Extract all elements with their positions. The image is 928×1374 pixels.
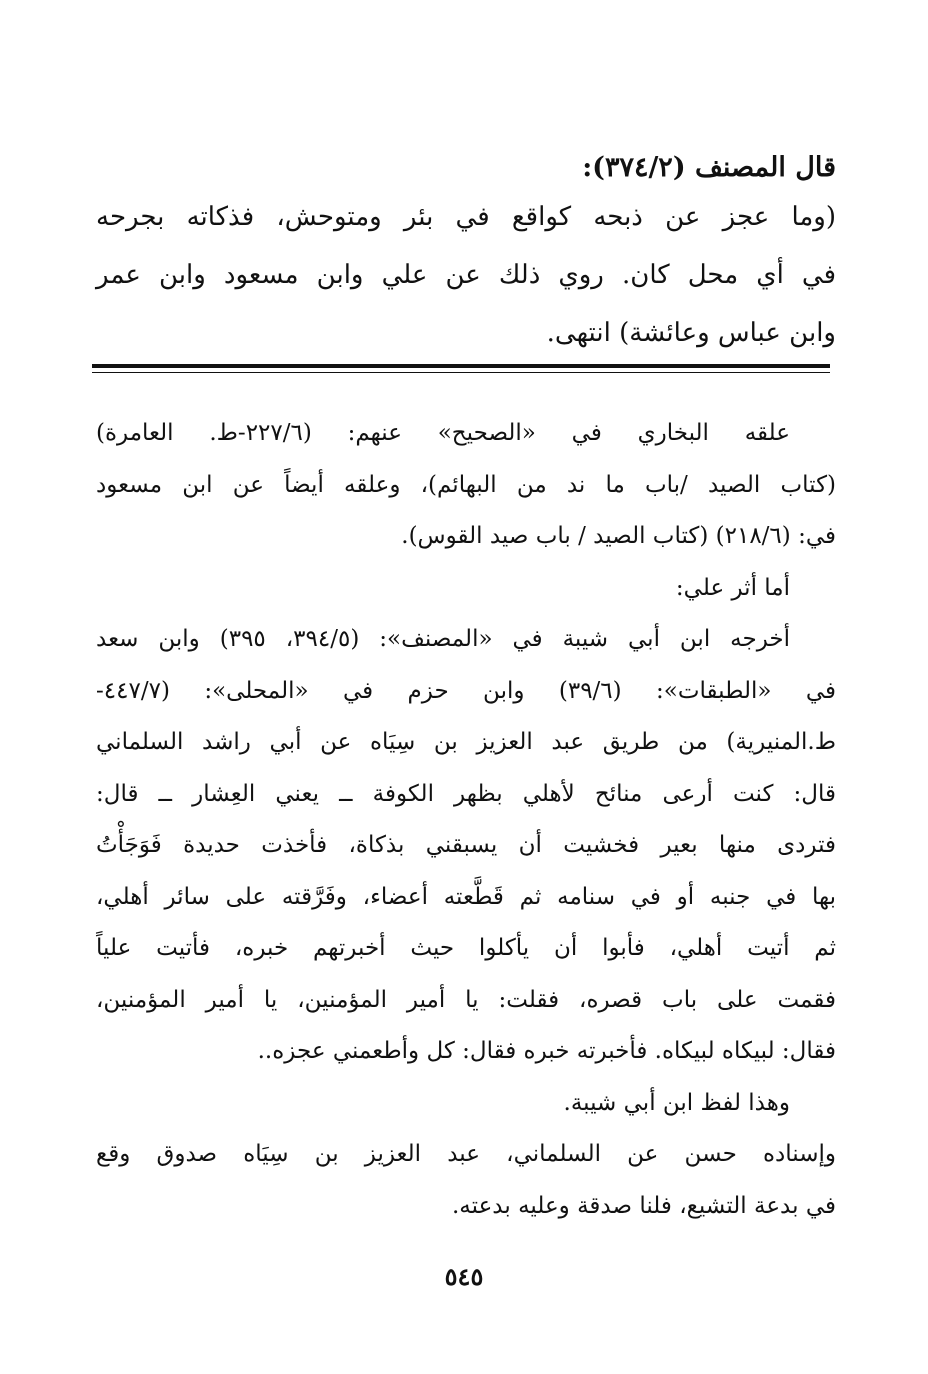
- commentary-line: فقال: لبيكاه لبيكاه. فأخبرته خبره فقال: كل وأطعمني عجزه..: [257, 1038, 836, 1064]
- footnote-separator-thin: [92, 372, 830, 373]
- quoted-text: [96, 188, 836, 362]
- commentary-line: وإسناده حسن عن السلماني، عبد العزيز بن سِيَاه صدوق وقع: [96, 1141, 836, 1167]
- commentary-line: بها في جنبه أو في سنامه ثم قَطَّعته أعضاء، وفَرَّقته على سائر أهلي،: [96, 883, 836, 910]
- commentary-line: في: (٢١٨/٦) (كتاب الصيد / باب صيد القوس).: [401, 523, 836, 549]
- commentary-line: في «الطبقات»: (٣٩/٦) وابن حزم في «المحلى»: (٤٤٧/٧-: [96, 677, 836, 704]
- commentary-line: ثم أتيت أهلي، فأبوا أن يأكلوا حيث أخبرتهم خبره، فأتيت علياً: [96, 935, 836, 961]
- quote-line: وابن عباس وعائشة) انتهى.: [546, 318, 836, 348]
- commentary-subheading: أما أثر علي:: [675, 574, 790, 601]
- footnote-separator-thick: [92, 364, 830, 368]
- quote-line: في أي محل كان. روي ذلك عن علي وابن مسعود وابن عمر: [96, 260, 836, 290]
- section-heading: قال المصنف (٣٧٤/٢):: [582, 152, 836, 183]
- commentary-line: علقه البخاري في «الصحيح» عنهم: (٢٢٧/٦-ط. العامرة): [96, 420, 790, 446]
- commentary-text: [96, 408, 836, 1232]
- quote-line: (وما عجز عن ذبحه كواقع في بئر ومتوحش، فذكاته بجرحه: [96, 202, 836, 232]
- page-number: ٥٤٥: [444, 1262, 484, 1291]
- commentary-line: (كتاب الصيد /باب ما ند من البهائم)، وعلقه أيضاً عن ابن مسعود: [96, 471, 836, 498]
- commentary-line: ط.المنيرية) من طريق عبد العزيز بن سِيَاه عن أبي راشد السلماني: [96, 729, 836, 755]
- commentary-line: أخرجه ابن أبي شيبة في «المصنف»: (٣٩٤/٥، ٣٩٥) وابن سعد: [96, 626, 790, 652]
- commentary-line: قال: كنت أرعى منائح لأهلي بظهر الكوفة ــ يعني العِشار ــ قال:: [96, 780, 836, 807]
- commentary-line: فتردى منها بعير فخشيت أن يسبقني بذكاة، فأخذت حديدة فَوَجَأْتُ: [96, 832, 836, 858]
- commentary-line: فقمت على باب قصره، فقلت: يا أمير المؤمنين، يا أمير المؤمنين،: [96, 986, 836, 1013]
- commentary-line: في بدعة التشيع، فلنا صدقة وعليه بدعته.: [451, 1192, 836, 1219]
- commentary-line: وهذا لفظ ابن أبي شيبة.: [563, 1089, 790, 1116]
